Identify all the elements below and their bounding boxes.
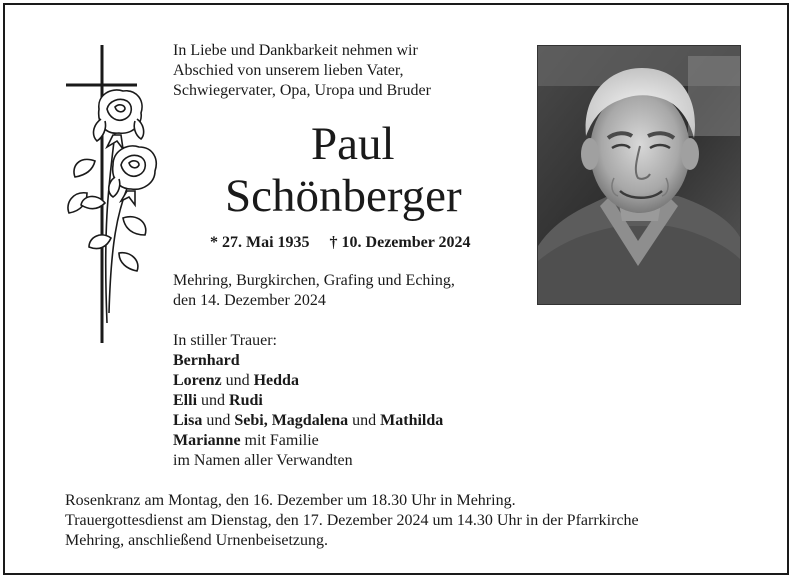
service-info: [65, 491, 639, 551]
life-dates: [210, 233, 471, 253]
mourner-name: Elli: [173, 392, 198, 409]
mourner-line: [173, 371, 443, 391]
mourner-name: Bernhard: [173, 352, 240, 369]
mourner-name: Marianne: [173, 432, 241, 449]
service-line: Mehring, anschließend Urnenbeisetzung.: [65, 532, 329, 549]
mourner-connector: und: [202, 412, 235, 429]
mourner-connector: und: [221, 372, 254, 389]
birth-date: * 27. Mai 1935: [210, 234, 310, 251]
mourner-connector: im Namen aller Verwandten: [173, 452, 353, 469]
date-line: den 14. Dezember 2024: [173, 292, 326, 309]
mourner-line: [173, 411, 443, 431]
death-date: † 10. Dezember 2024: [329, 234, 471, 251]
mourner-name: Mathilda: [380, 412, 444, 429]
mourner-connector: mit Familie: [240, 432, 319, 449]
mourner-line: [173, 391, 443, 411]
last-name: Schönberger: [225, 170, 462, 222]
mourner-line: [173, 451, 443, 471]
mourner-name: Lisa: [173, 412, 203, 429]
service-line: Rosenkranz am Montag, den 16. Dezember um 18.30 Uhr in Mehring.: [65, 492, 516, 509]
intro-line: In Liebe und Dankbarkeit nehmen wir: [173, 42, 418, 59]
mourner-line: [173, 351, 443, 371]
mourner-connector: und: [197, 392, 230, 409]
mourners-list: [173, 331, 443, 471]
mourner-line: [173, 431, 443, 451]
place-line: Mehring, Burgkirchen, Grafing und Eching,: [173, 272, 455, 289]
obituary-card: [3, 3, 789, 575]
place-and-date: [173, 271, 455, 311]
mourner-connector: und: [348, 412, 381, 429]
service-line: Trauergottesdienst am Dienstag, den 17. Dezember 2024 um 14.30 Uhr in der Pfarrkirche: [65, 512, 639, 529]
cross-with-roses-icon: [57, 43, 167, 345]
intro-text: [173, 41, 431, 101]
intro-line: Schwiegervater, Opa, Uropa und Bruder: [173, 82, 431, 99]
mourner-name: Rudi: [229, 392, 263, 409]
first-name: Paul: [311, 118, 395, 170]
mourner-name: Hedda: [253, 372, 299, 389]
mourners-heading: In stiller Trauer:: [173, 332, 277, 349]
portrait-photo: [537, 45, 741, 305]
intro-line: Abschied von unserem lieben Vater,: [173, 62, 404, 79]
mourner-name: Sebi, Magdalena: [234, 412, 349, 429]
mourner-name: Lorenz: [173, 372, 222, 389]
